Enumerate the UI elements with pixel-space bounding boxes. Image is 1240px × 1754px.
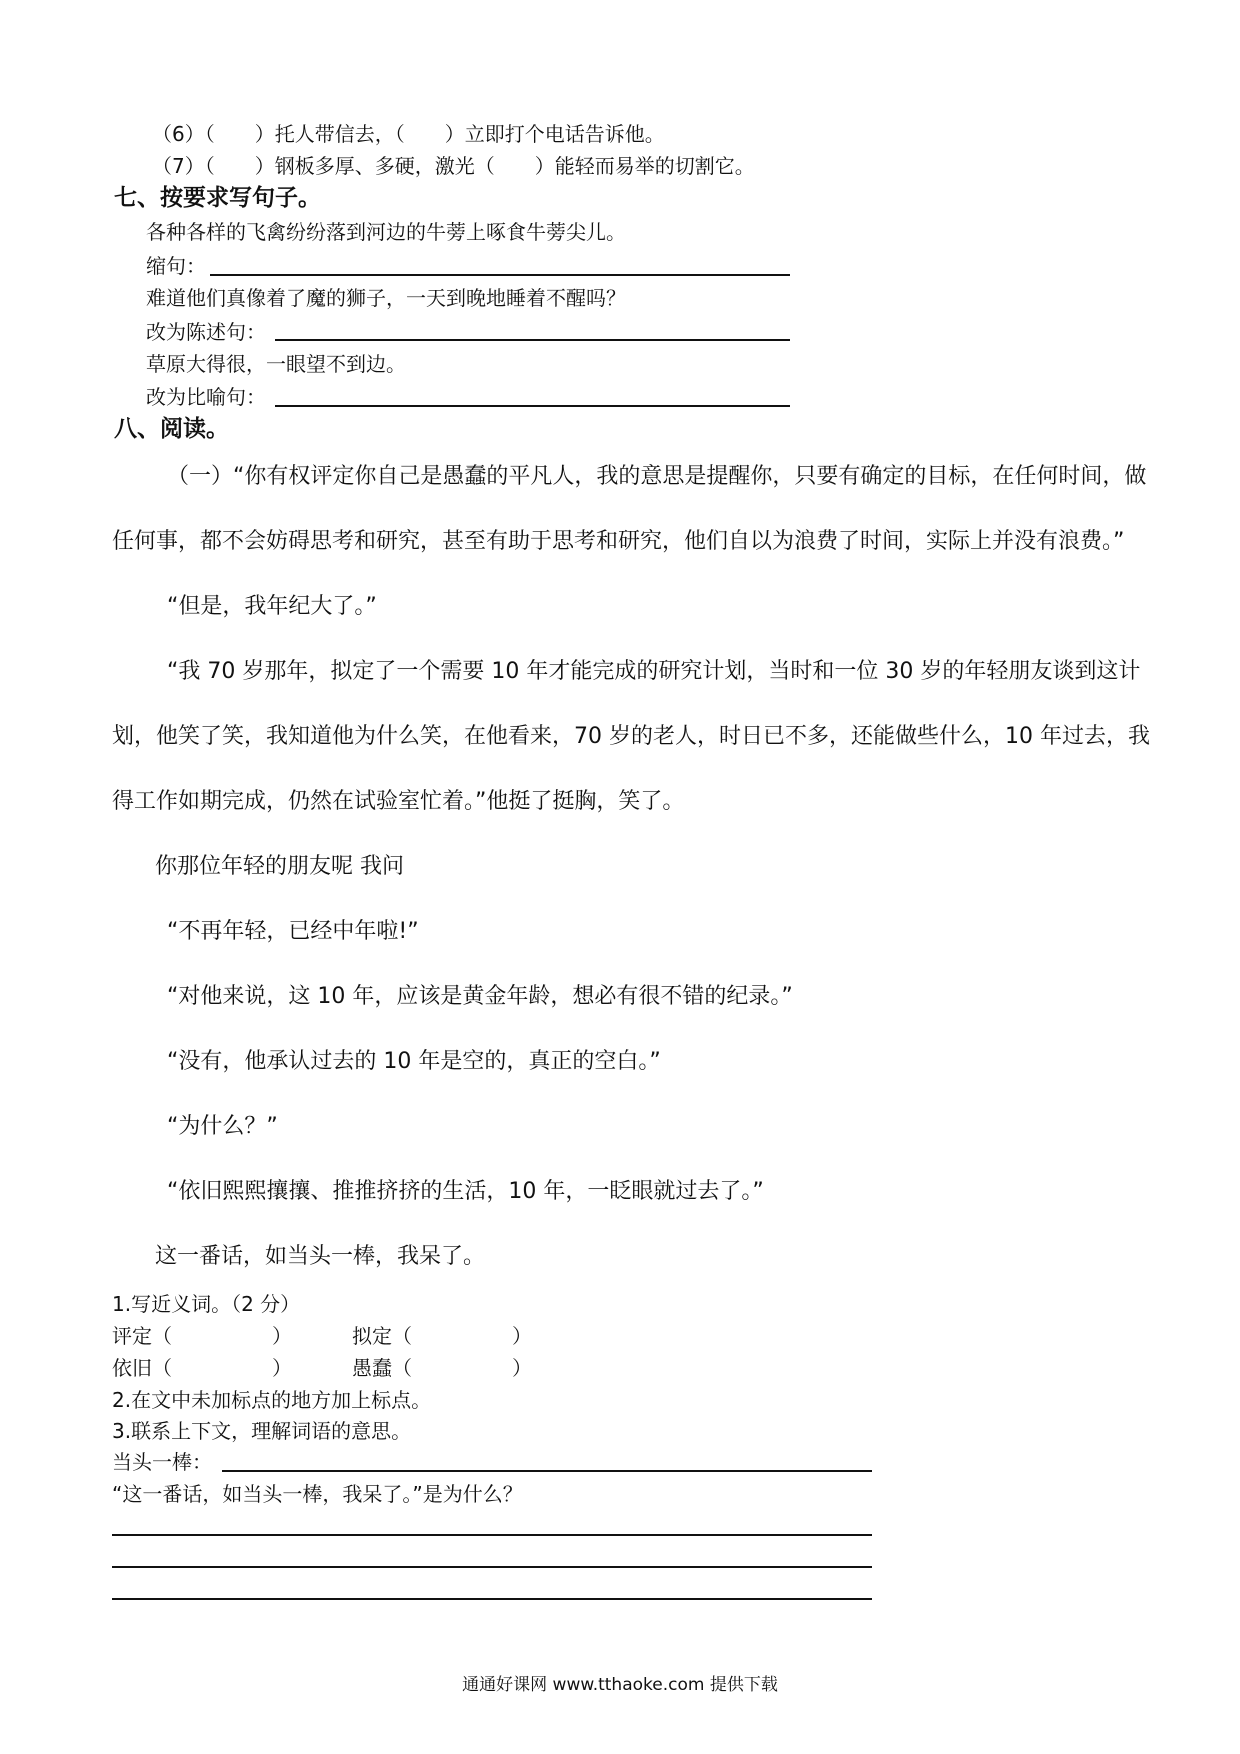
passage-para-6: “对他来说，这 10 年，应该是黄金年龄，想必有很不错的纪录。” [167,984,793,1009]
task-declarative-label: 改为陈述句： [146,320,266,344]
answer-line[interactable] [112,1566,872,1568]
question-1: 1.写近义词。（2 分） [112,1292,301,1316]
passage-para-10: 这一番话，如当头一棒，我呆了。 [155,1244,486,1269]
question-6: （6）（ ）托人带信去，（ ）立即打个电话告诉他。 [152,122,665,146]
passage-para-7: “没有，他承认过去的 10 年是空的，真正的空白。” [167,1049,661,1074]
passage-para-9: “依旧熙熙攘攘、推推挤挤的生活，10 年，一眨眼就过去了。” [167,1179,764,1204]
synonym-1[interactable]: 评定（ ） [112,1324,292,1348]
answer-line[interactable] [112,1598,872,1600]
task-condense-label: 缩句： [146,254,206,278]
answer-line[interactable] [275,405,790,407]
sentence-3: 草原大得很，一眼望不到边。 [146,352,406,376]
answer-line[interactable] [275,339,790,341]
synonym-3[interactable]: 依旧（ ） [112,1356,292,1380]
task-metaphor-label: 改为比喻句： [146,385,266,409]
passage-para-1-line-1: （一）“你有权评定你自己是愚蠢的平凡人，我的意思是提醒你，只要有确定的目标，在任何时间，做 [167,464,1147,489]
question-3-why: “这一番话，如当头一棒，我呆了。”是为什么？ [112,1482,523,1506]
sentence-2: 难道他们真像着了魔的狮子，一天到晚地睡着不醒吗？ [146,286,626,310]
question-2: 2.在文中未加标点的地方加上标点。 [112,1388,432,1412]
term-label: 当头一棒： [112,1450,212,1474]
passage-para-8: “为什么？” [167,1114,278,1139]
footer-credit: 通通好课网 www.tthaoke.com 提供下载 [462,1675,778,1695]
answer-line[interactable] [112,1534,872,1536]
question-7: （7）（ ）钢板多厚、多硬，激光（ ）能轻而易举的切割它。 [152,154,755,178]
passage-para-3-line-3: 得工作如期完成，仍然在试验室忙着。”他挺了挺胸，笑了。 [112,789,685,814]
passage-para-1-line-2: 任何事，都不会妨碍思考和研究，甚至有助于思考和研究，他们自以为浪费了时间，实际上并没有浪费。” [112,529,1125,554]
synonym-4[interactable]: 愚蠢（ ） [352,1356,532,1380]
passage-para-5: “不再年轻，已经中年啦!” [167,919,419,944]
synonym-2[interactable]: 拟定（ ） [352,1324,532,1348]
answer-line[interactable] [222,1470,872,1472]
section-8-title: 八、阅读。 [114,416,229,442]
section-7-title: 七、按要求写句子。 [114,185,321,211]
sentence-1: 各种各样的飞禽纷纷落到河边的牛蒡上啄食牛蒡尖儿。 [146,220,626,244]
passage-para-3-line-1: “我 70 岁那年，拟定了一个需要 10 年才能完成的研究计划，当时和一位 30 岁的年轻朋友谈到这计 [167,659,1141,684]
passage-para-4: 你那位年轻的朋友呢 我问 [155,854,404,879]
passage-para-2: “但是，我年纪大了。” [167,594,377,619]
question-3: 3.联系上下文，理解词语的意思。 [112,1419,412,1443]
passage-para-3-line-2: 划，他笑了笑，我知道他为什么笑，在他看来，70 岁的老人，时日已不多，还能做些什么，10 年过去，我 [112,724,1150,749]
answer-line[interactable] [210,274,790,276]
